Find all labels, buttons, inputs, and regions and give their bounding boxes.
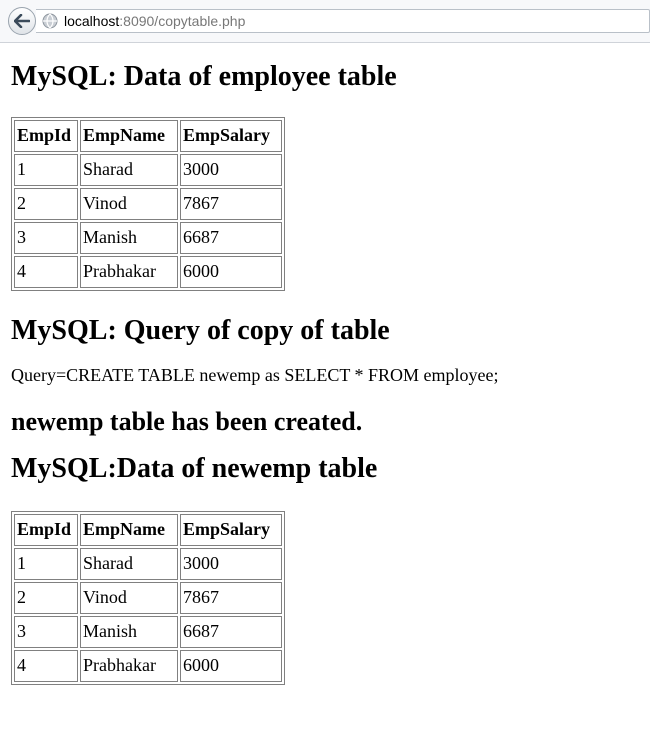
table-row	[14, 188, 282, 220]
status-message: newemp table has been created.	[11, 407, 363, 436]
employee-table	[11, 117, 285, 291]
table-cell: Vinod	[80, 188, 178, 220]
globe-icon	[42, 13, 58, 29]
column-header: EmpSalary	[180, 120, 282, 152]
table-cell: Manish	[80, 616, 178, 648]
column-header: EmpName	[80, 514, 178, 546]
table-cell: 3	[14, 616, 78, 648]
table-cell: Prabhakar	[80, 256, 178, 288]
employee-table-heading: MySQL: Data of employee table	[11, 61, 397, 92]
browser-toolbar	[0, 0, 650, 43]
table-cell: 6000	[180, 256, 282, 288]
copy-query-heading: MySQL: Query of copy of table	[11, 315, 390, 346]
table-cell: Prabhakar	[80, 650, 178, 682]
table-row	[14, 616, 282, 648]
table-cell: 4	[14, 256, 78, 288]
table-cell: 6687	[180, 222, 282, 254]
table-row	[14, 154, 282, 186]
table-cell: 3000	[180, 548, 282, 580]
page-content	[11, 44, 499, 685]
query-text: Query=CREATE TABLE newemp as SELECT * FROM employee;	[11, 365, 499, 385]
table-row	[14, 548, 282, 580]
table-cell: 3	[14, 222, 78, 254]
column-header: EmpId	[14, 514, 78, 546]
table-cell: 4	[14, 650, 78, 682]
url-path: :8090/copytable.php	[119, 13, 246, 29]
address-bar[interactable]	[36, 9, 650, 33]
column-header: EmpId	[14, 120, 78, 152]
table-cell: 2	[14, 188, 78, 220]
column-header: EmpSalary	[180, 514, 282, 546]
table-cell: 6687	[180, 616, 282, 648]
table-header-row	[14, 514, 282, 546]
url-host: localhost	[64, 13, 120, 29]
table-cell: 1	[14, 154, 78, 186]
newemp-table	[11, 511, 285, 685]
table-cell: 7867	[180, 582, 282, 614]
table-cell: 7867	[180, 188, 282, 220]
table-cell: Manish	[80, 222, 178, 254]
table-cell: Vinod	[80, 582, 178, 614]
table-row	[14, 650, 282, 682]
table-row	[14, 222, 282, 254]
column-header: EmpName	[80, 120, 178, 152]
table-cell: Sharad	[80, 154, 178, 186]
table-cell: Sharad	[80, 548, 178, 580]
newemp-table-heading: MySQL:Data of newemp table	[11, 453, 378, 484]
table-row	[14, 582, 282, 614]
table-cell: 1	[14, 548, 78, 580]
table-header-row	[14, 120, 282, 152]
back-button[interactable]	[8, 7, 36, 35]
table-cell: 3000	[180, 154, 282, 186]
table-cell: 2	[14, 582, 78, 614]
back-arrow-icon	[14, 14, 30, 28]
table-cell: 6000	[180, 650, 282, 682]
table-row	[14, 256, 282, 288]
